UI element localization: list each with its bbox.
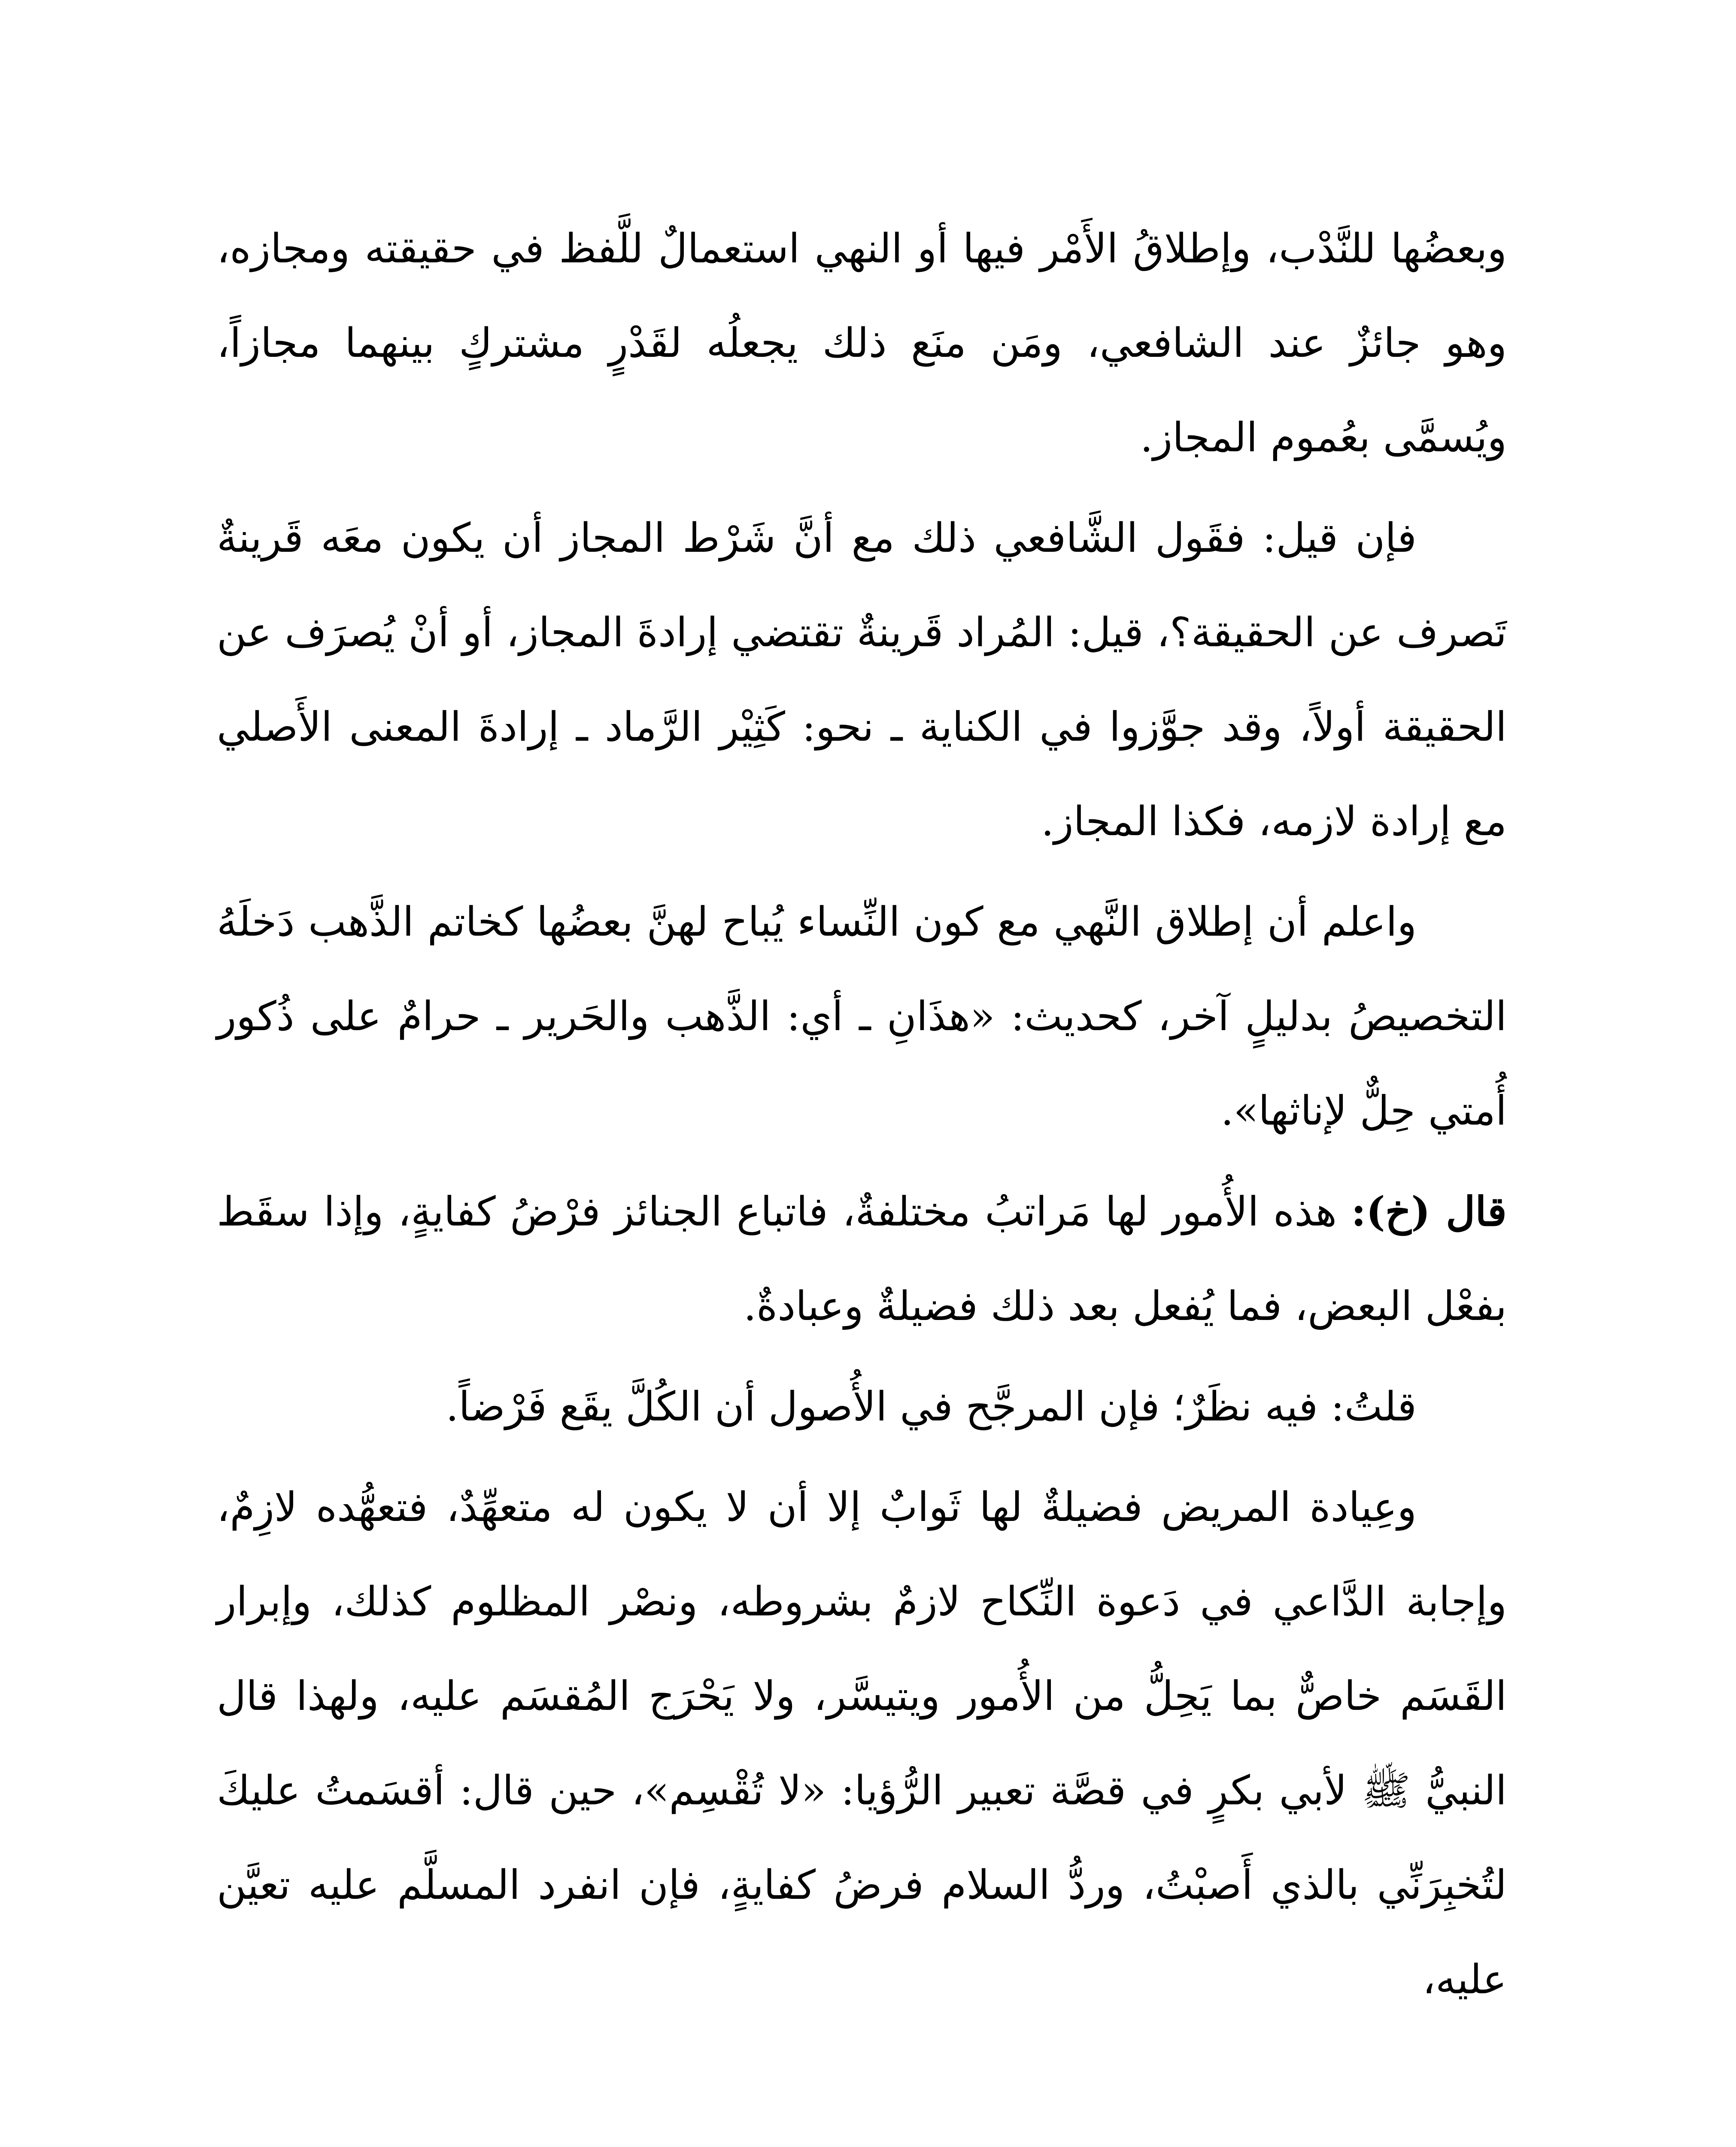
paragraph-6: وعِيادة المريض فضيلةٌ لها ثَوابٌ إلا أن لا يكون له متعهِّدٌ، فتعهُّده لازِمٌ، وإجابة الدَّاعي في دَعوة النِّكاح لازمٌ بشروطه، ونصْر المظلوم كذلك، وإبرار القَسَم خاصٌّ بما يَحِلُّ من الأُمور ويتيسَّر، ولا يَحْرَج المُقسَم عليه، ولهذا قال النبيُّ ﷺ لأبي بكرٍ في قصَّة تعبير الرُّؤيا: «لا تُقْسِم»، حين قال: أقسَمتُ عليكَ لتُخبِرَنِّي بالذي أَصبْتُ، وردُّ السلام فرضُ كفايةٍ، فإن انفرد المسلَّم عليه تعيَّن عليه، [217, 1484, 1507, 2003]
paragraph-1: وبعضُها للنَّدْب، وإطلاقُ الأَمْر فيها أو النهي استعمالٌ للَّفظ في حقيقته ومجازه، وهو جائزٌ عند الشافعي، ومَن منَع ذلك يجعلُه لقَدْرٍ مشتركٍ بينهما مجازاً، ويُسمَّى بعُموم المجاز. [217, 225, 1507, 461]
paragraph-3: واعلم أن إطلاق النَّهي مع كون النِّساء يُباح لهنَّ بعضُها كخاتم الذَّهب دَخلَهُ التخصيصُ بدليلٍ آخر، كحديث: «هذَانِ ـ أي: الذَّهب والحَرير ـ حرامٌ على ذُكور أُمتي حِلٌّ لإناثها». [217, 899, 1507, 1134]
paragraph-4-text: هذه الأُمور لها مَراتبُ مختلفةٌ، فاتباع الجنائز فرْضُ كفايةٍ، وإذا سقَط بفعْل البعض، فما يُفعل بعد ذلك فضيلةٌ وعبادةٌ. [217, 1189, 1507, 1330]
page-body [217, 202, 1507, 2027]
paragraph-2: فإن قيل: فقَول الشَّافعي ذلك مع أنَّ شَرْط المجاز أن يكون معَه قَرينةٌ تَصرف عن الحقيقة؟، قيل: المُراد قَرينةٌ تقتضي إرادةَ المجاز، أو أنْ يُصرَف عن الحقيقة أولاً، وقد جوَّزوا في الكناية ـ نحو: كَثِيْر الرَّماد ـ إرادةَ المعنى الأَصلي مع إرادة لازمه، فكذا المجاز. [217, 515, 1507, 845]
paragraph-4 [217, 1165, 1507, 1354]
paragraph-5: قلتُ: فيه نظَرٌ؛ فإن المرجَّح في الأُصول أن الكُلَّ يقَع فَرْضاً. [446, 1384, 1417, 1430]
speaker-label: قال (خ): [1351, 1188, 1507, 1235]
